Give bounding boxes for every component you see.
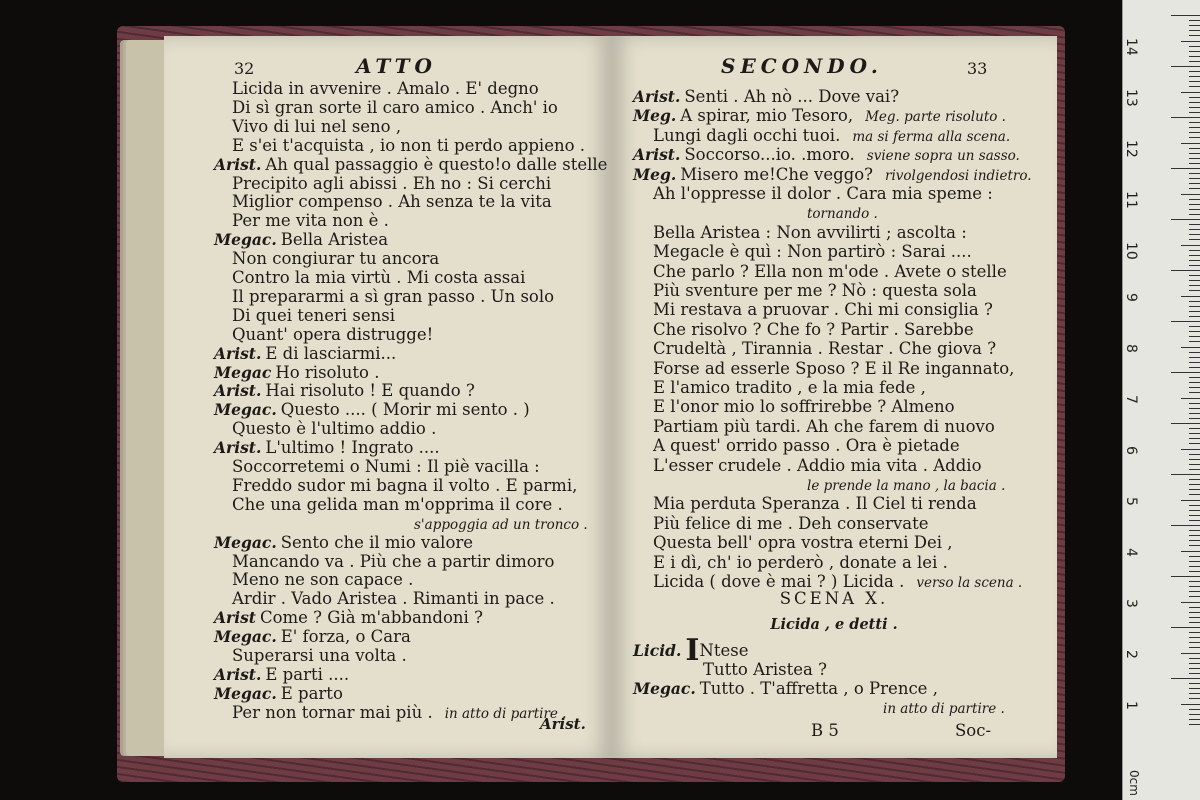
ruler-tick bbox=[1189, 199, 1200, 200]
ruler-tick bbox=[1189, 97, 1200, 98]
text-line bbox=[883, 697, 1005, 721]
ruler-tick bbox=[1189, 61, 1200, 62]
ruler-label: 8 bbox=[1123, 344, 1139, 353]
verse-text: Precipito agli abissi . Eh no : Si cerchi bbox=[232, 173, 552, 193]
left-page bbox=[164, 36, 612, 758]
verse-text: E l'onor mio lo soffrirebbe ? Almeno bbox=[653, 397, 955, 417]
ruler-label: 1 bbox=[1123, 701, 1139, 710]
verse-text: Per non tornar mai più . bbox=[232, 702, 433, 722]
ruler-tick bbox=[1189, 647, 1200, 648]
ruler-tick bbox=[1189, 479, 1200, 480]
ruler-tick bbox=[1189, 163, 1200, 164]
speaker-label: Megac. bbox=[633, 679, 696, 698]
scene-characters: Licida , e detti . bbox=[770, 616, 898, 633]
verse-text: Licida in avvenire . Amalo . E' degno bbox=[232, 79, 539, 98]
verse-text: E i dì, ch' io perderò , donate a lei . bbox=[653, 552, 948, 572]
ruler-tick bbox=[1171, 219, 1200, 220]
ruler-tick bbox=[1189, 505, 1200, 506]
ruler-tick bbox=[1189, 596, 1200, 597]
ruler-tick bbox=[1189, 561, 1200, 562]
verse-text: E s'ei t'acquista , io non ti perdo appieno . bbox=[232, 135, 586, 155]
ruler-tick bbox=[1189, 81, 1200, 82]
ruler-tick bbox=[1189, 443, 1200, 444]
ruler-tick bbox=[1189, 107, 1200, 108]
stage-direction: ma si ferma alla scena. bbox=[852, 128, 1011, 145]
ruler-tick bbox=[1171, 627, 1200, 628]
ruler-tick bbox=[1189, 464, 1200, 465]
stage-direction: verso la scena . bbox=[916, 575, 1023, 591]
ruler-tick bbox=[1189, 413, 1200, 414]
ruler-tick bbox=[1189, 290, 1200, 291]
ruler-tick bbox=[1189, 102, 1200, 103]
ruler-label: 11 bbox=[1123, 191, 1139, 209]
ruler-tick bbox=[1189, 132, 1200, 133]
verse-text: Licida ( dove è mai ? ) Licida . bbox=[653, 572, 905, 591]
stage-direction: le prende la mano , la bacia . bbox=[807, 478, 1006, 494]
speaker-label: Megac. bbox=[214, 400, 277, 420]
ruler-tick bbox=[1189, 30, 1200, 31]
ruler-tick bbox=[1171, 117, 1200, 118]
stage-direction: s'appoggia ad un tronco . bbox=[414, 516, 588, 533]
ruler-tick bbox=[1171, 525, 1200, 526]
ruler-tick bbox=[1189, 178, 1200, 179]
ruler-label: 4 bbox=[1123, 548, 1139, 557]
ruler-tick bbox=[1189, 382, 1200, 383]
ruler-tick bbox=[1181, 704, 1200, 705]
ruler-tick bbox=[1189, 693, 1200, 694]
ruler-tick bbox=[1189, 586, 1200, 587]
ruler-tick bbox=[1189, 260, 1200, 261]
text-line bbox=[653, 513, 929, 535]
ruler-tick bbox=[1189, 540, 1200, 541]
ruler-tick bbox=[1189, 204, 1200, 205]
text-line bbox=[653, 338, 996, 360]
verse-text: Senti . Ah nò ... Dove vai? bbox=[684, 87, 900, 106]
verse-text: E parto bbox=[280, 683, 343, 703]
ruler-tick bbox=[1181, 347, 1200, 348]
ruler-tick bbox=[1189, 326, 1200, 327]
speaker-label: Arist. bbox=[633, 145, 681, 165]
verse-text: A spirar, mio Tesoro, bbox=[680, 106, 854, 126]
verse-text: Che risolvo ? Che fo ? Partir . Sarebbe bbox=[653, 319, 974, 339]
ruler-tick bbox=[1181, 551, 1200, 552]
ruler-tick bbox=[1189, 280, 1200, 281]
ruler-tick bbox=[1189, 535, 1200, 536]
ruler-tick bbox=[1189, 336, 1200, 337]
text-line bbox=[653, 396, 955, 418]
ruler-tick bbox=[1189, 377, 1200, 378]
text-line bbox=[232, 702, 567, 726]
ruler-tick bbox=[1189, 387, 1200, 388]
measuring-ruler bbox=[1122, 0, 1200, 800]
ruler-tick bbox=[1189, 234, 1200, 235]
ruler-label: 7 bbox=[1123, 395, 1139, 404]
ruler-tick bbox=[1189, 530, 1200, 531]
stage-direction: tornando . bbox=[807, 206, 878, 223]
ruler-tick bbox=[1189, 489, 1200, 490]
page-number: 32 bbox=[234, 59, 255, 78]
speaker-label: Arist. bbox=[214, 438, 262, 458]
ruler-tick bbox=[1189, 20, 1200, 21]
ruler-tick bbox=[1189, 46, 1200, 47]
ruler-tick bbox=[1189, 510, 1200, 511]
ruler-tick bbox=[1189, 581, 1200, 582]
ruler-tick bbox=[1181, 245, 1200, 246]
ruler-tick bbox=[1189, 311, 1200, 312]
ruler-tick bbox=[1189, 515, 1200, 516]
ruler-tick bbox=[1189, 301, 1200, 302]
verse-text: E di lasciarmi... bbox=[265, 343, 397, 363]
ruler-tick bbox=[1189, 137, 1200, 138]
ruler-tick bbox=[1189, 617, 1200, 618]
speaker-label: Megac bbox=[214, 362, 272, 382]
ruler-label: 12 bbox=[1123, 140, 1139, 158]
verse-text: Miglior compenso . Ah senza te la vita bbox=[232, 192, 552, 212]
verse-text: Ardir . Vado Aristea . Rimanti in pace . bbox=[232, 589, 555, 609]
ruler-tick bbox=[1189, 698, 1200, 699]
stage-direction: in atto di partire . bbox=[883, 701, 1005, 717]
ruler-tick bbox=[1189, 250, 1200, 251]
ruler-tick bbox=[1189, 352, 1200, 353]
verse-text: Soccorretemi o Numi : Il piè vacilla : bbox=[232, 457, 540, 476]
verse-text: Che parlo ? Ella non m'ode . Avete o stelle bbox=[653, 261, 1007, 281]
ruler-tick bbox=[1189, 719, 1200, 720]
text-line bbox=[653, 552, 948, 574]
ruler-tick bbox=[1189, 285, 1200, 286]
ruler-tick bbox=[1171, 66, 1200, 67]
speaker-label: Megac. bbox=[214, 627, 277, 647]
ruler-tick bbox=[1189, 632, 1200, 633]
ruler-tick bbox=[1189, 127, 1200, 128]
text-line bbox=[653, 241, 972, 263]
ruler-tick bbox=[1189, 418, 1200, 419]
ruler-tick bbox=[1189, 35, 1200, 36]
text-line bbox=[653, 493, 977, 515]
speaker-label: Arist. bbox=[633, 87, 681, 106]
ruler-tick bbox=[1189, 556, 1200, 557]
text-line bbox=[653, 358, 1014, 380]
ruler-tick bbox=[1189, 76, 1200, 77]
verse-text: Di quei teneri sensi bbox=[232, 305, 396, 325]
text-line bbox=[633, 86, 899, 108]
verse-text: Misero me!Che veggo? bbox=[680, 164, 874, 184]
verse-text: Per me vita non è . bbox=[232, 211, 389, 231]
verse-text: Tutto . T'affretta , o Prence , bbox=[699, 679, 938, 698]
text-line bbox=[653, 183, 993, 205]
stage-direction: Meg. parte risoluto . bbox=[865, 109, 1006, 126]
ruler-tick bbox=[1189, 438, 1200, 439]
ruler-tick bbox=[1189, 484, 1200, 485]
speaker-label: Licid. bbox=[633, 641, 682, 660]
speaker-label: Arist. bbox=[214, 343, 262, 363]
ruler-tick bbox=[1189, 173, 1200, 174]
text-line bbox=[653, 416, 995, 438]
verse-text: E l'amico tradito , e la mia fede , bbox=[653, 378, 926, 397]
verse-text: Questa bell' opra vostra eterni Dei , bbox=[653, 533, 953, 553]
speaker-label: Arist. bbox=[214, 381, 262, 401]
ruler-tick bbox=[1181, 602, 1200, 603]
verse-text: Come ? Già m'abbandoni ? bbox=[259, 608, 483, 628]
ruler-tick bbox=[1189, 316, 1200, 317]
page-number: 33 bbox=[967, 59, 988, 78]
verse-text: Contro la mia virtù . Mi costa assai bbox=[232, 268, 526, 287]
ruler-tick bbox=[1181, 398, 1200, 399]
verse-text: Tutto Aristea ? bbox=[703, 660, 827, 679]
verse-text: Mancando va . Più che a partir dimoro bbox=[232, 551, 555, 571]
text-line bbox=[653, 280, 977, 302]
verse-text: Lungi dagli occhi tuoi. bbox=[653, 125, 841, 145]
ruler-tick bbox=[1189, 607, 1200, 608]
verse-text: Non congiurar tu ancora bbox=[232, 249, 440, 269]
ruler-tick bbox=[1189, 724, 1200, 725]
ruler-tick bbox=[1189, 148, 1200, 149]
verse-text: Mia perduta Speranza . Il Ciel ti renda bbox=[653, 494, 977, 514]
ruler-tick bbox=[1189, 153, 1200, 154]
verse-text: Freddo sudor mi bagna il volto . E parmi, bbox=[232, 475, 578, 495]
verse-text: Questo è l'ultimo addio . bbox=[232, 419, 437, 439]
ruler-tick bbox=[1189, 545, 1200, 546]
ruler-tick bbox=[1189, 454, 1200, 455]
ruler-tick bbox=[1181, 143, 1200, 144]
catchword: Soc- bbox=[955, 721, 992, 740]
ruler-tick bbox=[1189, 56, 1200, 57]
verse-text: Più sventure per me ? Nò : questa sola bbox=[653, 281, 977, 300]
ruler-tick bbox=[1189, 612, 1200, 613]
ruler-tick bbox=[1189, 239, 1200, 240]
verse-text: Di sì gran sorte il caro amico . Anch' io bbox=[232, 97, 558, 117]
ruler-label: 13 bbox=[1123, 89, 1139, 107]
ruler-tick bbox=[1171, 576, 1200, 577]
ruler-label: 5 bbox=[1123, 497, 1139, 506]
verse-text: Quant' opera distrugge! bbox=[232, 324, 434, 344]
verse-text: Bella Aristea bbox=[280, 230, 389, 250]
verse-text: L'esser crudele . Addio mia vita . Addio bbox=[653, 455, 982, 475]
ruler-tick bbox=[1189, 209, 1200, 210]
scene-heading: SCENA X. bbox=[779, 589, 889, 608]
ruler-tick bbox=[1189, 403, 1200, 404]
ruler-tick bbox=[1189, 663, 1200, 664]
ruler-tick bbox=[1189, 86, 1200, 87]
ruler-tick bbox=[1189, 265, 1200, 266]
ruler-tick bbox=[1189, 122, 1200, 123]
ruler-tick bbox=[1181, 449, 1200, 450]
ruler-tick bbox=[1189, 357, 1200, 358]
ruler-tick bbox=[1189, 683, 1200, 684]
catchword: Arist. bbox=[540, 715, 586, 733]
ruler-tick bbox=[1189, 428, 1200, 429]
ruler-tick bbox=[1189, 331, 1200, 332]
ruler-tick bbox=[1171, 474, 1200, 475]
ruler-tick bbox=[1189, 158, 1200, 159]
speaker-label: Arist bbox=[214, 608, 256, 628]
stage-direction: in atto di partire . bbox=[444, 705, 567, 722]
verse-text: Più felice di me . Deh conservate bbox=[653, 513, 929, 533]
verse-text: E' forza, o Cara bbox=[280, 627, 411, 647]
ruler-tick bbox=[1189, 112, 1200, 113]
verse-text: Questo .... ( Morir mi sento . ) bbox=[280, 400, 530, 420]
ruler-tick bbox=[1189, 51, 1200, 52]
running-head: ATTO bbox=[356, 54, 437, 78]
text-line bbox=[653, 455, 982, 477]
verse-text: Il prepararmi a sì gran passo . Un solo bbox=[232, 286, 555, 306]
verse-text: Ah l'oppresse il dolor . Cara mia speme : bbox=[653, 184, 993, 203]
stage-direction: sviene sopra un sasso. bbox=[866, 148, 1020, 165]
speaker-label: Megac. bbox=[214, 230, 277, 250]
right-page bbox=[611, 36, 1057, 758]
verse-text: Sento che il mio valore bbox=[280, 532, 474, 552]
ruler-tick bbox=[1181, 92, 1200, 93]
verse-text: Ah qual passaggio è questo!o dalle stelle bbox=[265, 154, 608, 174]
text-line bbox=[653, 435, 960, 457]
ruler-tick bbox=[1189, 571, 1200, 572]
ruler-tick bbox=[1189, 275, 1200, 276]
verse-text: Vivo di lui nel seno , bbox=[232, 116, 402, 136]
verse-text: Megacle è quì : Non partirò : Sarai .... bbox=[653, 242, 972, 262]
ruler-tick bbox=[1189, 341, 1200, 342]
ruler-tick bbox=[1181, 194, 1200, 195]
running-head: SECONDO. bbox=[721, 54, 883, 78]
ruler-tick bbox=[1171, 270, 1200, 271]
ruler-tick bbox=[1189, 688, 1200, 689]
ruler-tick bbox=[1181, 41, 1200, 42]
text-line bbox=[653, 532, 953, 554]
ruler-tick bbox=[1189, 668, 1200, 669]
ruler-tick bbox=[1189, 591, 1200, 592]
ruler-tick bbox=[1189, 658, 1200, 659]
ruler-tick bbox=[1189, 642, 1200, 643]
verse-text: Ho risoluto . bbox=[275, 362, 380, 382]
ruler-tick bbox=[1189, 183, 1200, 184]
ruler-label: 10 bbox=[1123, 242, 1139, 260]
ruler-label: 2 bbox=[1123, 650, 1139, 659]
ruler-tick bbox=[1189, 433, 1200, 434]
ruler-label: 14 bbox=[1123, 38, 1139, 56]
speaker-label: Meg. bbox=[633, 164, 677, 184]
stage-direction: rivolgendosi indietro. bbox=[885, 167, 1032, 184]
ruler-label: 9 bbox=[1123, 293, 1139, 302]
drop-capital: I bbox=[685, 633, 700, 668]
speaker-label: Megac. bbox=[214, 532, 277, 552]
verse-text: Bella Aristea : Non avvilirti ; ascolta : bbox=[653, 222, 967, 242]
verse-text: Mi restava a pruovar . Chi mi consiglia ? bbox=[653, 300, 993, 320]
ruler-tick bbox=[1189, 637, 1200, 638]
ruler-unit: 0cm bbox=[1127, 770, 1141, 796]
ruler-tick bbox=[1189, 714, 1200, 715]
right-page-header bbox=[611, 54, 1057, 82]
ruler-tick bbox=[1189, 214, 1200, 215]
ruler-tick bbox=[1171, 168, 1200, 169]
ruler-tick bbox=[1189, 188, 1200, 189]
ruler-tick bbox=[1189, 459, 1200, 460]
ruler-tick bbox=[1189, 566, 1200, 567]
text-line bbox=[653, 222, 967, 244]
ruler-tick bbox=[1171, 321, 1200, 322]
ruler-label: 6 bbox=[1123, 446, 1139, 455]
ruler-tick bbox=[1189, 306, 1200, 307]
ruler-tick bbox=[1189, 255, 1200, 256]
ruler-tick bbox=[1189, 673, 1200, 674]
speaker-label: Arist. bbox=[214, 154, 262, 174]
verse-text: A quest' orrido passo . Ora è pietade bbox=[653, 436, 960, 456]
text-line bbox=[653, 261, 1007, 283]
ruler-tick bbox=[1189, 469, 1200, 470]
ruler-tick bbox=[1171, 15, 1200, 16]
ruler-tick bbox=[1189, 25, 1200, 26]
verse-text: L'ultimo ! Ingrato .... bbox=[265, 438, 440, 458]
text-line bbox=[653, 319, 974, 341]
ruler-tick bbox=[1171, 423, 1200, 424]
verse-text: E parti .... bbox=[265, 664, 350, 684]
ruler-tick bbox=[1171, 678, 1200, 679]
verse-text: Forse ad esserle Sposo ? E il Re ingannato, bbox=[653, 358, 1015, 378]
ruler-tick bbox=[1181, 653, 1200, 654]
ruler-tick bbox=[1189, 520, 1200, 521]
ruler-tick bbox=[1189, 494, 1200, 495]
speaker-label: Arist. bbox=[214, 664, 262, 684]
verse-text: Ntese bbox=[699, 641, 749, 660]
verse-text: Hai risoluto ! E quando ? bbox=[265, 381, 475, 401]
verse-text: Che una gelida man m'opprima il core . bbox=[232, 494, 563, 514]
ruler-tick bbox=[1189, 229, 1200, 230]
verse-text: Partiam più tardi. Ah che farem di nuovo bbox=[653, 416, 995, 436]
verse-text: Crudeltà , Tirannia . Restar . Che giova ? bbox=[653, 339, 997, 359]
ruler-tick bbox=[1171, 372, 1200, 373]
ruler-tick bbox=[1189, 71, 1200, 72]
ruler-tick bbox=[1181, 296, 1200, 297]
ruler-tick bbox=[1189, 392, 1200, 393]
ruler-tick bbox=[1189, 367, 1200, 368]
verse-text: Soccorso...io. .moro. bbox=[684, 145, 855, 165]
ruler-tick bbox=[1189, 224, 1200, 225]
ruler-tick bbox=[1189, 622, 1200, 623]
ruler-label: 3 bbox=[1123, 599, 1139, 608]
ruler-tick bbox=[1189, 709, 1200, 710]
verse-text: Meno ne son capace . bbox=[232, 570, 414, 590]
ruler-tick bbox=[1189, 408, 1200, 409]
text-line bbox=[653, 299, 993, 321]
ruler-tick bbox=[1181, 500, 1200, 501]
signature-mark: B 5 bbox=[811, 721, 839, 740]
speaker-label: Meg. bbox=[633, 106, 677, 126]
text-line bbox=[653, 377, 926, 399]
speaker-label: Megac. bbox=[214, 683, 277, 703]
ruler-tick bbox=[1189, 362, 1200, 363]
verse-text: Superarsi una volta . bbox=[232, 646, 407, 665]
